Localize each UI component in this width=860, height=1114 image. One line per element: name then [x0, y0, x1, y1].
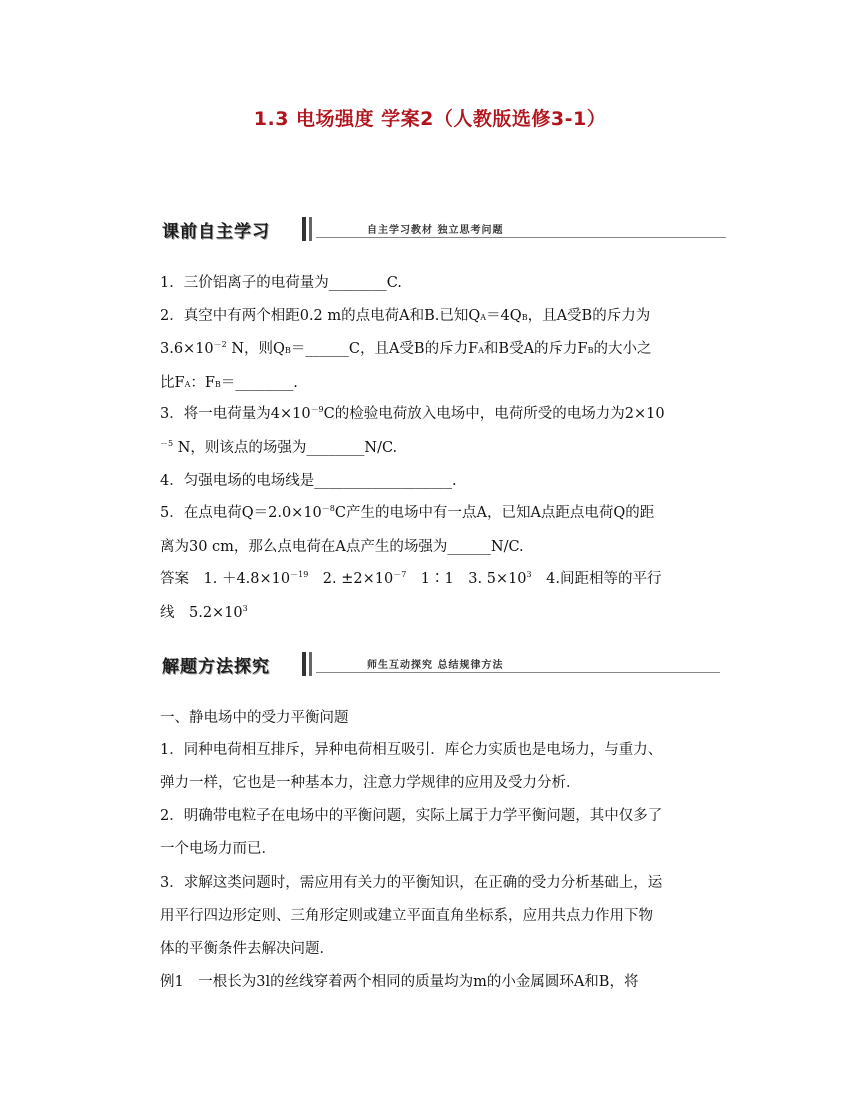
- paragraph-2-line-1: 2．明确带电粒子在电场中的平衡问题，实际上属于力学平衡问题，其中仅多了: [160, 808, 663, 824]
- question-1: 1．三价铝离子的电荷量为________C.: [160, 275, 402, 291]
- question-5-line-2: 离为30 cm，那么点电荷在A点产生的场强为______N/C.: [160, 539, 524, 555]
- question-2-line-2: $3.6\times 10^{-2}$ N，则$Q_B=\_\_\_\_\_\_C$，且A受B的斥力$F_A$和B受A的斥力$F_B$的大小之: [160, 340, 652, 357]
- section-banner-method: [162, 652, 722, 678]
- paragraph-3-line-1: 3．求解这类问题时，需应用有关力的平衡知识，在正确的受力分析基础上，运: [160, 875, 663, 891]
- banner-subtitle: 师生互动探究 总结规律方法: [367, 660, 504, 671]
- banner-tag: 解题方法探究: [162, 657, 270, 677]
- question-2-line-3: 比$F_A$：$F_B=\_\_\_\_\_\_\_\_$.: [160, 375, 298, 391]
- banner-bar: [309, 652, 312, 676]
- page-title: 1.3 电场强度 学案2（人教版选修3-1）: [253, 108, 607, 130]
- paragraph-1-line-1: 1．同种电荷相互排斥，异种电荷相互吸引．库仑力实质也是电场力，与重力、: [160, 742, 663, 758]
- question-3-line-2: $^{-5}$ N，则该点的场强为________N/C.: [160, 439, 398, 456]
- banner-subtitle: 自主学习教材 独立思考问题: [367, 225, 504, 236]
- answer-line-2: 线 $5.2\times 10^3$: [160, 604, 248, 621]
- section-banner-preview: [162, 217, 727, 243]
- example-1: 例1 一根长为3l的丝线穿着两个相同的质量均为m的小金属圆环A和B，将: [160, 974, 639, 990]
- question-5-line-1: 5．在点电荷$Q=2.0\times 10^{-8}C$产生的电场中有一点A，已知A点距点电荷Q的距: [160, 504, 655, 521]
- banner-bar: [309, 217, 312, 241]
- banner-rule: [316, 237, 726, 238]
- question-3-line-1: 3．将一电荷量为$4\times 10^{-9}C$的检验电荷放入电场中，电荷所受的电场力为2×10: [160, 405, 665, 422]
- answer-line-1: 答案 1. $+4.8\times 10^{-19}$ 2. $\pm 2\times 10^{-7}$ 1∶1 3. $5\times 10^3$ 4.间距相等的平行: [160, 570, 662, 587]
- section-heading: 一、静电场中的受力平衡问题: [160, 710, 349, 726]
- paragraph-1-line-2: 弹力一样，它也是一种基本力，注意力学规律的应用及受力分析．: [160, 775, 581, 791]
- banner-rule: [316, 672, 720, 673]
- banner-bar: [302, 652, 306, 676]
- banner-bar: [302, 217, 306, 241]
- paragraph-3-line-3: 体的平衡条件去解决问题．: [160, 941, 334, 957]
- question-4: 4．匀强电场的电场线是___________________.: [160, 473, 457, 489]
- paragraph-3-line-2: 用平行四边形定则、三角形定则或建立平面直角坐标系，应用共点力作用下物: [160, 908, 653, 924]
- question-2-line-1: 2．真空中有两个相距0.2 m的点电荷A和B.已知$Q_A=4Q_B$，且A受B的斥力为: [160, 308, 651, 324]
- paragraph-2-line-2: 一个电场力而已．: [160, 841, 276, 857]
- banner-tag: 课前自主学习: [162, 222, 270, 242]
